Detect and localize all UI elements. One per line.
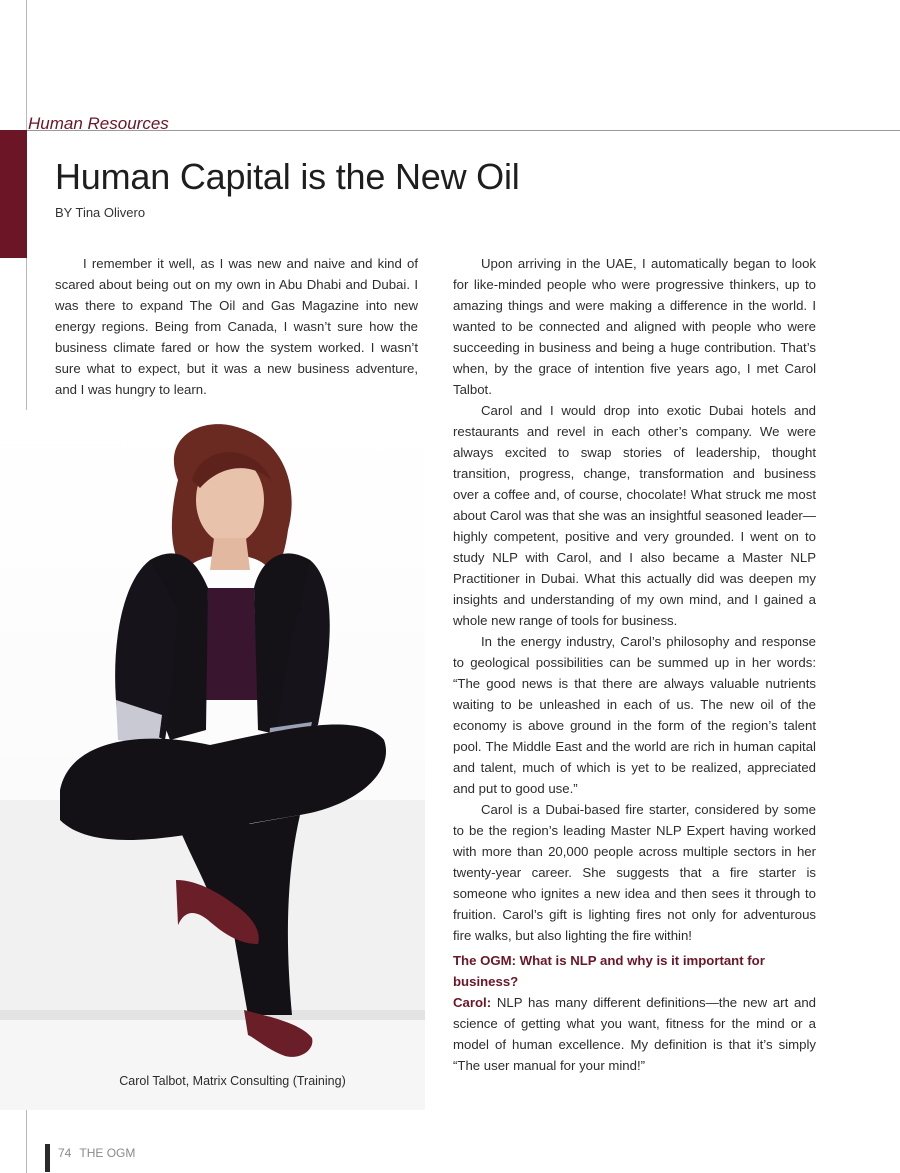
left-column [55,253,418,400]
portrait-photo [0,410,425,1110]
section-color-bar [0,130,27,258]
footer-marker [45,1144,50,1172]
interview-question: The OGM: What is NLP and why is it important for business? [453,953,765,989]
paragraph: In the energy industry, Carol’s philosophy and response to geological possibilities can be summed up in her words: “The good news is that there are always valuable nutrients waiting to be unleashed in each of us. The new oil of the economy is above ground in the form of the region’s talent pool. The Middle East and the world are rich in human capital and talent, much of which is yet to be realized, appreciated and put to good use.” [453,634,816,796]
publication-name: THE OGM [79,1146,136,1160]
footer-text [58,1146,143,1160]
article-title: Human Capital is the New Oil [55,156,520,197]
interview-qa [453,950,816,1076]
paragraph: Carol is a Dubai-based fire starter, considered by some to be the region’s leading Master NLP Expert having worked with more than 20,000 people across multiple sectors in her twenty-year career. She suggests that a fire starter is someone who ignites a new idea and then sees it through to fruition. Carol’s gift is lighting fires not only for adventurous fire walks, but also lighting the fire within! [453,802,816,943]
paragraph: Carol and I would drop into exotic Dubai hotels and restaurants and revel in each other’s company. We were always excited to swap stories of leadership, thought transition, progress, change, transformation and business over a coffee and, of course, chocolate! What struck me most about Carol was that she was an insightful seasoned leader—highly competent, positive and very grounded. I went on to study NLP with Carol, and I also became a Master NLP Practitioner in Dubai. What this actually did was deepen my insights and understanding of my own mind, and I gained a whole new range of tools for business. [453,403,816,628]
answer-text: NLP has many different definitions—the new art and science of getting what you want, fitness for the mind or a model of human excellence. My definition is that it’s simply “The user manual for your mind!” [453,995,816,1073]
byline: BY Tina Olivero [55,205,146,220]
section-label: Human Resources [28,114,169,133]
interview-answer [453,992,816,1076]
page-number: 74 [58,1146,72,1160]
photo-caption: Carol Talbot, Matrix Consulting (Training) [119,1074,346,1088]
right-column [453,253,816,1076]
paragraph: I remember it well, as I was new and naive and kind of scared about being out on my own in Abu Dhabi and Dubai. I was there to expand The Oil and Gas Magazine into new energy regions. Being from Canada, I wasn’t sure how the business climate fared or how the system worked. I wasn’t sure what to expect, but it was a new business adventure, and I was hungry to learn. [55,256,418,397]
paragraph: Upon arriving in the UAE, I automatically began to look for like-minded people who were progressive thinkers, up to amazing things and were making a difference in the world. I wanted to be connected and aligned with people who were succeeding in business and being a huge contribution. That’s when, by the grace of intention five years ago, I met Carol Talbot. [453,256,816,397]
answer-speaker: Carol: [453,995,492,1010]
